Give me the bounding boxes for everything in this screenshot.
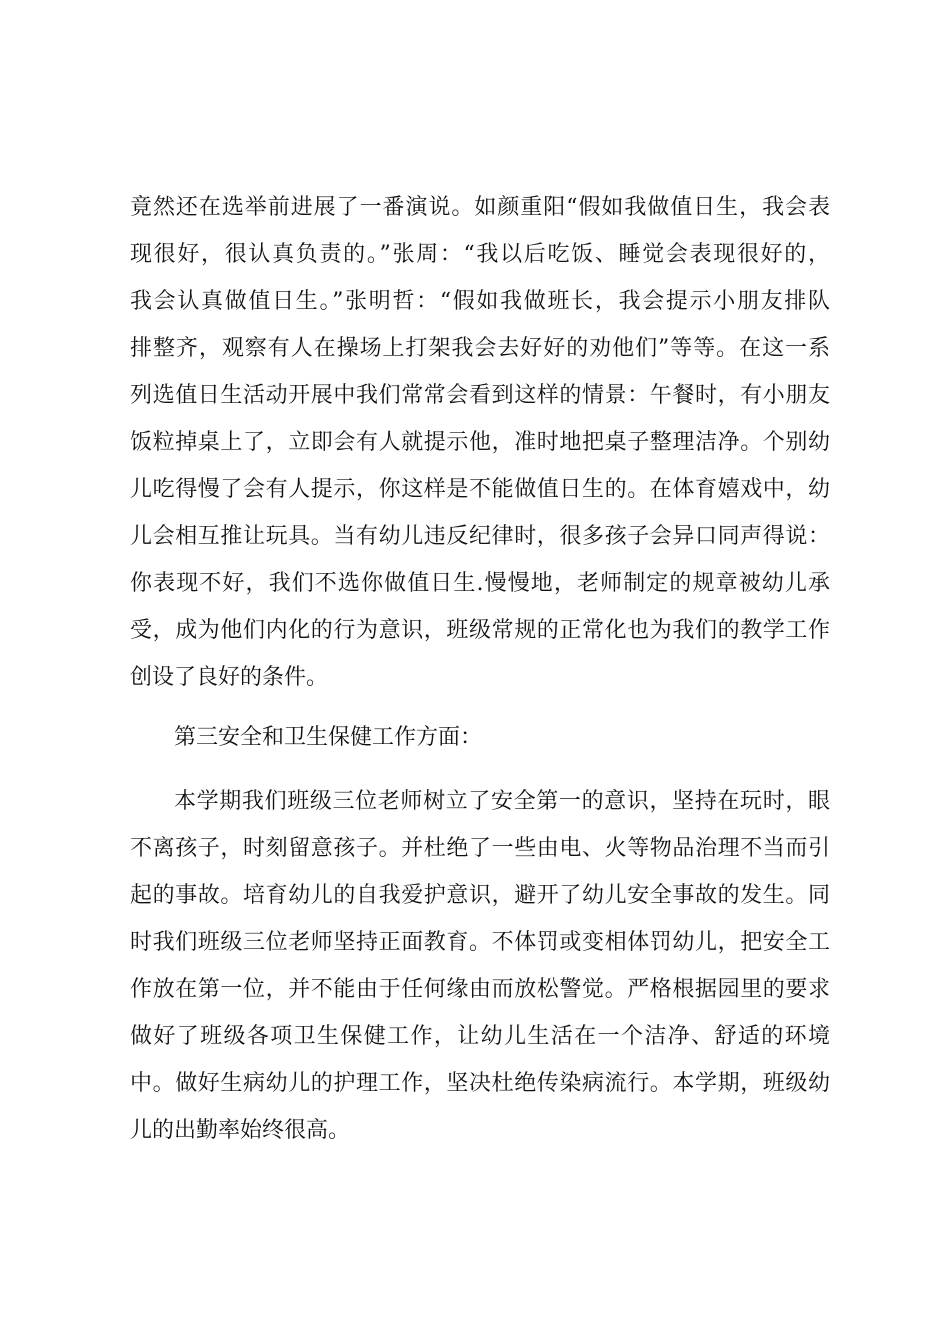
- paragraph-1-line-6: 饭粒掉桌上了，立即会有人就提示他，准时地把桌子整理洁净。个别幼: [130, 430, 830, 455]
- paragraph-2-line-1: 本学期我们班级三位老师树立了安全第一的意识，坚持在玩时，眼: [174, 789, 830, 814]
- paragraph-1-line-9: 你表现不好，我们不选你做值日生.慢慢地，老师制定的规章被幼儿承: [130, 571, 830, 596]
- paragraph-1-line-2: 现很好，很认真负责的。”张周：“我以后吃饭、睡觉会表现很好的，: [130, 242, 830, 267]
- paragraph-1-line-7: 儿吃得慢了会有人提示，你这样是不能做值日生的。在体育嬉戏中，幼: [130, 477, 830, 502]
- paragraph-1-line-11: 创设了良好的条件。: [130, 665, 329, 690]
- paragraph-2-line-6: 做好了班级各项卫生保健工作，让幼儿生活在一个洁净、舒适的环境: [130, 1024, 830, 1049]
- paragraph-1-line-5: 列选值日生活动开展中我们常常会看到这样的情景：午餐时，有小朋友: [130, 383, 830, 408]
- paragraph-1-line-8: 儿会相互推让玩具。当有幼儿违反纪律时，很多孩子会异口同声得说：: [130, 524, 830, 549]
- paragraph-1-line-3: 我会认真做值日生。”张明哲：“假如我做班长，我会提示小朋友排队: [130, 289, 830, 314]
- paragraph-2-line-4: 时我们班级三位老师坚持正面教育。不体罚或变相体罚幼儿，把安全工: [130, 930, 830, 955]
- paragraph-1-line-4: 排整齐，观察有人在操场上打架我会去好好的劝他们”等等。在这一系: [130, 336, 830, 361]
- paragraph-2-line-3: 起的事故。培育幼儿的自我爱护意识，避开了幼儿安全事故的发生。同: [130, 883, 830, 908]
- paragraph-2-line-7: 中。做好生病幼儿的护理工作，坚决杜绝传染病流行。本学期，班级幼: [130, 1071, 830, 1096]
- paragraph-2-line-2: 不离孩子，时刻留意孩子。并杜绝了一些由电、火等物品治理不当而引: [130, 836, 830, 861]
- paragraph-2-line-8: 儿的出勤率始终很高。: [130, 1118, 351, 1143]
- paragraph-2-line-5: 作放在第一位，并不能由于任何缘由而放松警觉。严格根据园里的要求: [130, 977, 830, 1002]
- paragraph-1-line-1: 竟然还在选举前进展了一番演说。如颜重阳“假如我做值日生，我会表: [130, 195, 830, 220]
- section-heading: 第三安全和卫生保健工作方面：: [174, 725, 483, 750]
- paragraph-1-line-10: 受，成为他们内化的行为意识，班级常规的正常化也为我们的教学工作: [130, 618, 830, 643]
